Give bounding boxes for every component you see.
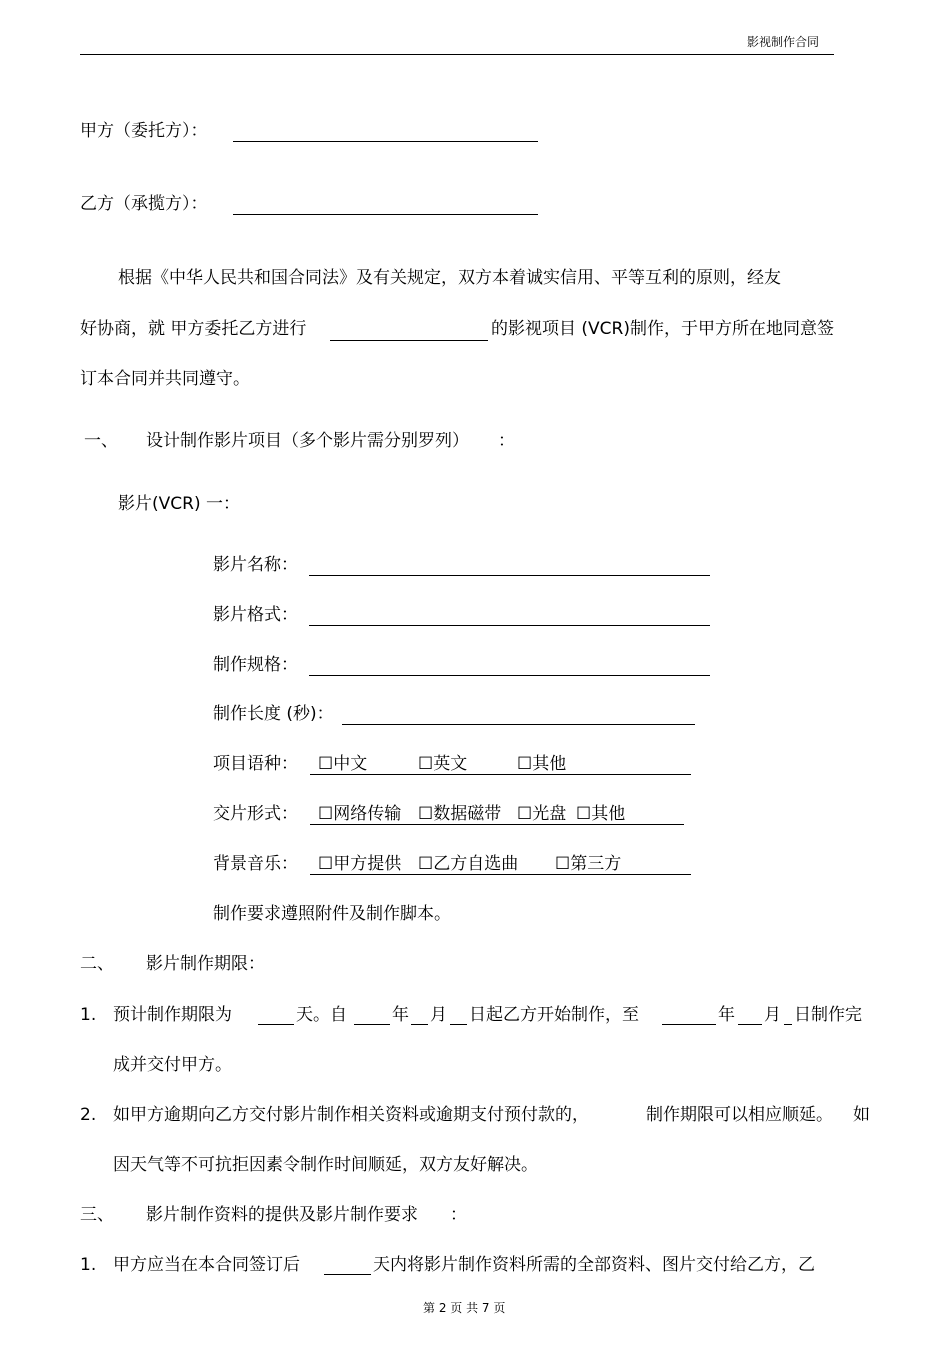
- end-year-blank[interactable]: [662, 1023, 716, 1025]
- s2-item1-text7: 月: [764, 1005, 781, 1025]
- section3-colon: ：: [450, 1205, 467, 1225]
- language-option-english[interactable]: ☐英文: [418, 754, 468, 774]
- s2-item1-text2: 天。自: [296, 1005, 347, 1025]
- header-rule: [80, 54, 834, 55]
- section1-colon: ：: [498, 431, 515, 451]
- s2-item1-number: 1.: [80, 1005, 97, 1025]
- music-underline: [310, 873, 691, 875]
- film-name-label: 影片名称：: [213, 555, 298, 575]
- intro-line1: 根据《中华人民共和国合同法》及有关规定，双方本着诚实信用、平等互利的原则，经友: [118, 268, 781, 288]
- film-length-blank[interactable]: [342, 723, 695, 725]
- material-days-blank[interactable]: [324, 1273, 371, 1275]
- film-format-label: 影片格式：: [213, 605, 298, 625]
- s2-item1-text3: 年: [392, 1005, 409, 1025]
- film-length-label: 制作长度 (秒)：: [213, 704, 334, 724]
- page-number: 第 2 页 共 7 页: [423, 1301, 506, 1315]
- end-day-blank[interactable]: [784, 1023, 792, 1025]
- production-note: 制作要求遵照附件及制作脚本。: [213, 904, 451, 924]
- party-a-label: 甲方（委托方）：: [80, 121, 208, 141]
- language-option-chinese[interactable]: ☐中文: [318, 754, 368, 774]
- delivery-option-other[interactable]: ☐其他: [576, 804, 626, 824]
- section1-number: 一、: [84, 431, 118, 451]
- delivery-label: 交片形式：: [213, 804, 298, 824]
- delivery-option-network[interactable]: ☐网络传输: [318, 804, 402, 824]
- s2-item2-text3: 如: [853, 1105, 870, 1125]
- delivery-option-tape[interactable]: ☐数据磁带: [418, 804, 502, 824]
- s2-item2-number: 2.: [80, 1105, 97, 1125]
- start-month-blank[interactable]: [411, 1023, 428, 1025]
- film-spec-label: 制作规格：: [213, 655, 298, 675]
- delivery-option-disc[interactable]: ☐光盘: [517, 804, 567, 824]
- start-day-blank[interactable]: [450, 1023, 467, 1025]
- music-label: 背景音乐：: [213, 854, 298, 874]
- s3-item1-number: 1.: [80, 1255, 97, 1275]
- film-spec-blank[interactable]: [309, 674, 710, 676]
- section3-number: 三、: [80, 1205, 114, 1225]
- s2-item2-continued: 因天气等不可抗拒因素令制作时间顺延，双方友好解决。: [113, 1155, 538, 1175]
- music-option-party-a[interactable]: ☐甲方提供: [318, 854, 402, 874]
- s2-item1-continued: 成并交付甲方。: [113, 1055, 232, 1075]
- s2-item1-text6: 年: [718, 1005, 735, 1025]
- project-name-blank[interactable]: [330, 339, 488, 341]
- party-b-label: 乙方（承揽方）：: [80, 194, 208, 214]
- s2-item2-text2: 制作期限可以相应顺延。: [646, 1105, 833, 1125]
- intro-line2-a: 好协商，就 甲方委托乙方进行: [80, 319, 307, 339]
- s3-item1-text2: 天内将影片制作资料所需的全部资料、图片交付给乙方，乙: [373, 1255, 815, 1275]
- music-option-third-party[interactable]: ☐第三方: [555, 854, 622, 874]
- header-title: 影视制作合同: [747, 35, 820, 49]
- music-option-party-b[interactable]: ☐乙方自选曲: [418, 854, 519, 874]
- party-a-blank[interactable]: [233, 140, 538, 142]
- days-blank[interactable]: [258, 1023, 294, 1025]
- s2-item2-text1: 如甲方逾期向乙方交付影片制作相关资料或逾期支付预付款的，: [113, 1105, 589, 1125]
- film-format-blank[interactable]: [309, 624, 710, 626]
- s2-item1-text4: 月: [430, 1005, 447, 1025]
- delivery-underline: [310, 823, 684, 825]
- s3-item1-text1: 甲方应当在本合同签订后: [113, 1255, 300, 1275]
- language-label: 项目语种：: [213, 754, 298, 774]
- s2-item1-text8: 日制作完: [794, 1005, 862, 1025]
- s2-item1-text5: 日起乙方开始制作，至: [469, 1005, 639, 1025]
- section2-title: 影片制作期限：: [146, 954, 265, 974]
- film-heading: 影片(VCR) 一：: [118, 494, 240, 514]
- s2-item1-text1: 预计制作期限为: [113, 1005, 232, 1025]
- intro-line2-b: 的影视项目 (VCR)制作，于甲方所在地同意签: [491, 319, 834, 339]
- end-month-blank[interactable]: [738, 1023, 762, 1025]
- section1-title: 设计制作影片项目（多个影片需分别罗列）: [146, 431, 469, 451]
- section2-number: 二、: [80, 954, 114, 974]
- intro-line3: 订本合同并共同遵守。: [80, 369, 250, 389]
- language-underline: [310, 773, 691, 775]
- film-name-blank[interactable]: [309, 574, 710, 576]
- section3-title: 影片制作资料的提供及影片制作要求: [146, 1205, 418, 1225]
- language-option-other[interactable]: ☐其他: [517, 754, 567, 774]
- party-b-blank[interactable]: [233, 213, 538, 215]
- start-year-blank[interactable]: [354, 1023, 390, 1025]
